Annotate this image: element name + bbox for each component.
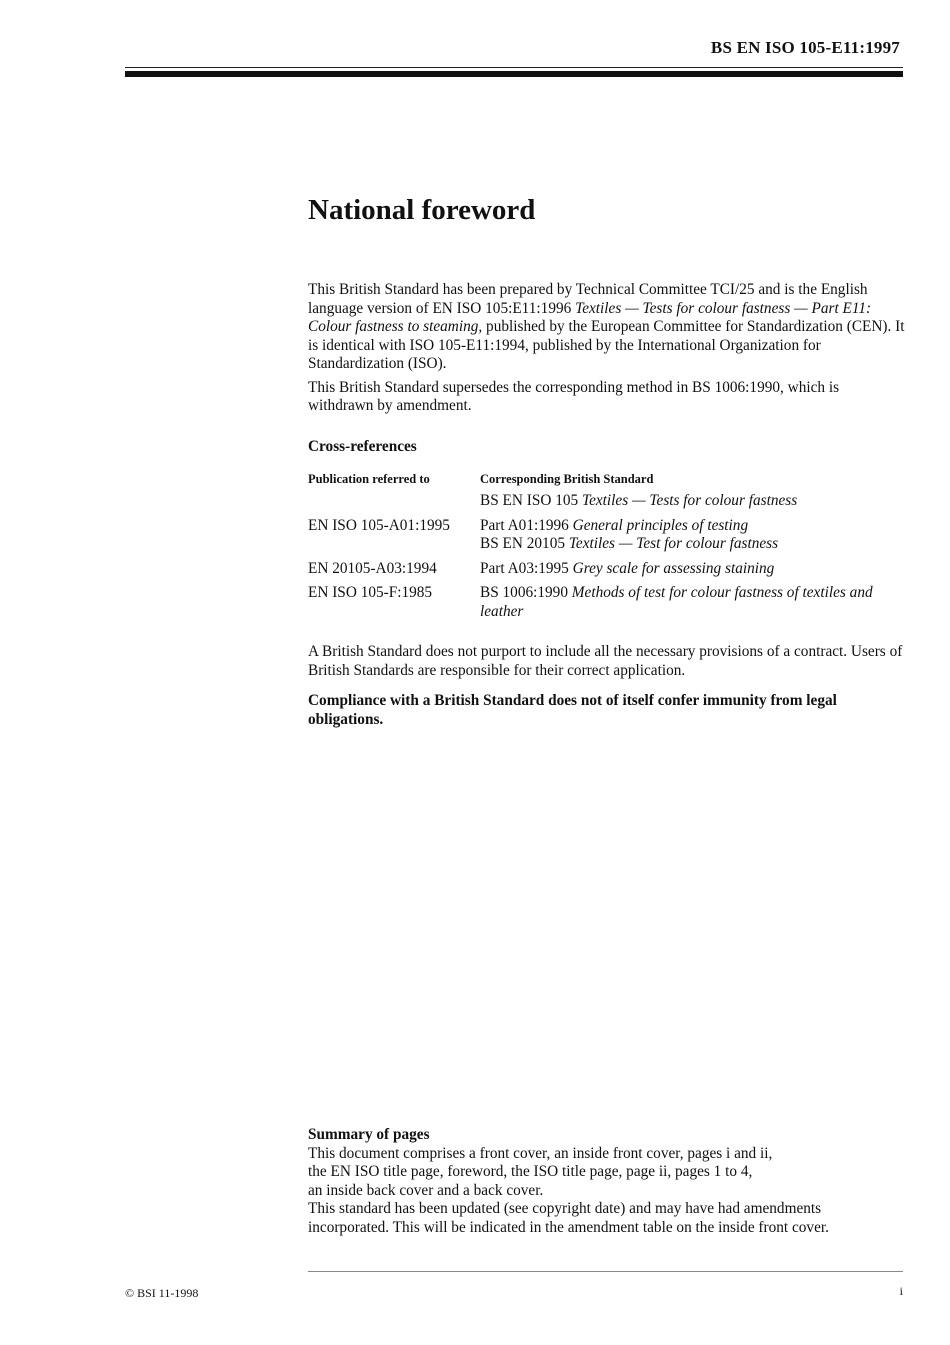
xref-bs — [480, 517, 908, 554]
xref-row — [308, 492, 908, 511]
xref-col2-header: Corresponding British Standard — [480, 472, 654, 486]
xref-bs-number: Part A03:1995 — [480, 559, 573, 577]
cross-references-table — [308, 470, 908, 621]
summary-line: the EN ISO title page, foreword, the ISO title page, page ii, pages 1 to 4, — [308, 1163, 753, 1180]
xref-bs-number: BS EN 20105 — [480, 535, 569, 552]
intro-p1-text-b: published by the European Committee for Standardization (CEN). It is identical with ISO 105-E11:1994, published by the International Organization for Standardization (ISO). — [308, 318, 905, 372]
xref-pub: EN 20105-A03:1994 — [308, 559, 437, 577]
xref-header-row — [308, 470, 908, 492]
intro-section — [308, 281, 908, 416]
xref-bs-title: Textiles — Tests for colour fastness — [582, 492, 798, 509]
xref-bs-title: Grey scale for assessing staining — [572, 559, 775, 577]
xref-bs-title: General principles of testing — [572, 516, 749, 534]
cross-references-heading: Cross-references — [308, 438, 417, 455]
xref-bs — [480, 492, 908, 511]
document-id: BS EN ISO 105-E11:1997 — [710, 38, 900, 57]
xref-bs-title: Textiles — Test for colour fastness — [568, 535, 779, 552]
xref-bs — [480, 584, 908, 621]
xref-row — [308, 560, 908, 579]
xref-col1-header: Publication referred to — [308, 472, 430, 486]
intro-p1-title: Textiles — Tests for colour fastness — Part E11: Colour fastness to steaming, — [308, 299, 872, 335]
page-title: National foreword — [308, 194, 536, 226]
xref-bs — [480, 560, 908, 579]
summary-section — [308, 1126, 878, 1237]
page-number: i — [899, 1284, 903, 1298]
header-rule-thin — [125, 67, 903, 68]
copyright-notice: © BSI 11-1998 — [125, 1286, 199, 1300]
xref-pub: EN ISO 105-F:1985 — [308, 584, 433, 601]
summary-line: an inside back cover and a back cover. — [308, 1181, 544, 1199]
xref-bs-title: Methods of test for colour fastness of textiles and leather — [480, 584, 873, 620]
xref-bs-number: BS EN ISO 105 — [480, 492, 582, 509]
xref-bs-number: BS 1006:1990 — [480, 584, 572, 601]
intro-paragraph-1 — [308, 281, 908, 374]
xref-row — [308, 584, 908, 621]
intro-p1-text-a: This British Standard has been prepared by Technical Committee TCI/25 and is the English language version of EN ISO 105:E11:1996 — [308, 281, 868, 317]
summary-line: This document comprises a front cover, an inside front cover, pages i and ii, — [308, 1144, 773, 1162]
disclaimer-paragraph: A British Standard does not purport to include all the necessary provisions of a contract. Users of British Standards are responsible for their correct application. — [308, 643, 903, 679]
xref-bs-number: Part A01:1996 — [480, 516, 573, 534]
xref-row — [308, 517, 908, 554]
xref-pub — [308, 492, 480, 511]
header-rule-thick — [125, 71, 903, 77]
xref-pub: EN ISO 105-A01:1995 — [308, 516, 450, 534]
intro-paragraph-2: This British Standard supersedes the corresponding method in BS 1006:1990, which is withdrawn by amendment. — [308, 378, 840, 414]
compliance-statement: Compliance with a British Standard does not of itself confer immunity from legal obligations. — [308, 692, 837, 728]
summary-heading: Summary of pages — [308, 1126, 430, 1143]
footer-rule — [308, 1271, 903, 1272]
summary-update-note: This standard has been updated (see copyright date) and may have had amendments incorporated. This will be indicated in the amendment table on the inside front cover. — [308, 1200, 829, 1236]
